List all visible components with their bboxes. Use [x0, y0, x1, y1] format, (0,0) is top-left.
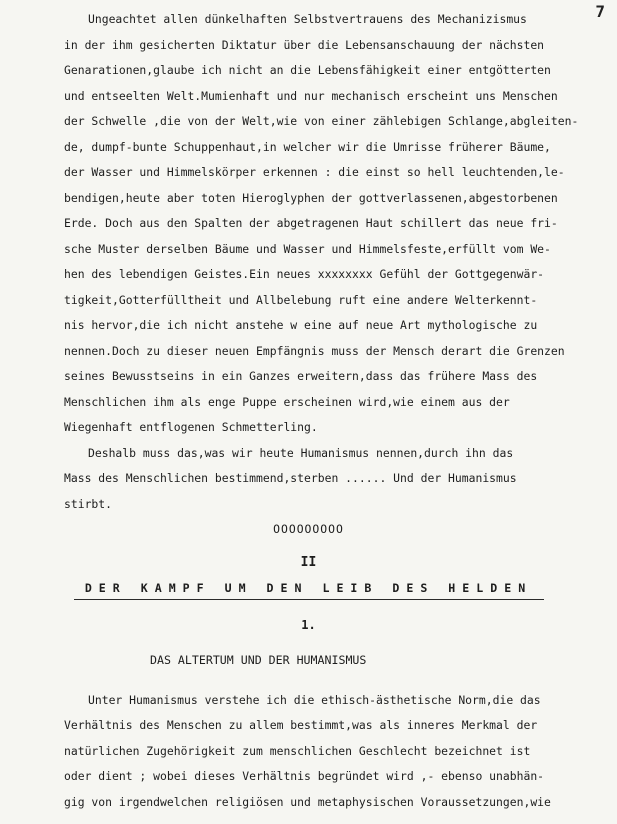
section-ornament: OOOOOOOOO: [273, 522, 344, 536]
title-underline: [74, 599, 544, 600]
text-line: der Wasser und Himmelskörper erkennen : die einst so hell leuchtenden,le-: [64, 165, 565, 179]
text-line: Menschlichen ihm als enge Puppe erscheinen wird,wie einem aus der: [64, 395, 510, 409]
text-line: stirbt.: [64, 497, 113, 511]
text-line: Erde. Doch aus den Spalten der abgetragenen Haut schillert das neue fri-: [64, 216, 558, 230]
text-line: bendigen,heute aber toten Hieroglyphen der gottverlassenen,abgestorbenen: [64, 191, 558, 205]
text-line: Unter Humanismus verstehe ich die ethisch-ästhetische Norm,die das: [88, 693, 541, 707]
text-line: in der ihm gesicherten Diktatur über die Lebensanschauung der nächsten: [64, 38, 545, 52]
text-line: Deshalb muss das,was wir heute Humanismus nennen,durch ihn das: [88, 446, 514, 460]
text-line: seines Bewusstseins in ein Ganzes erweitern,dass das frühere Mass des: [64, 369, 538, 383]
text-line: de, dumpf-bunte Schuppenhaut,in welcher wir die Umrisse früherer Bäume,: [64, 140, 551, 154]
text-line: Mass des Menschlichen bestimmend,sterben ...... Und der Humanismus: [64, 471, 517, 485]
text-line: sche Muster derselben Bäume und Wasser und Himmelsfeste,erfüllt vom We-: [64, 242, 551, 256]
text-line: Verhältnis des Menschen zu allem bestimmt,was als inneres Merkmal der: [64, 718, 538, 732]
text-line: Wiegenhaft entflogenen Schmetterling.: [64, 420, 318, 434]
text-line: der Schwelle ,die von der Welt,wie von einer zählebigen Schlange,abgleiten-: [64, 114, 579, 128]
text-line: tigkeit,Gotterfülltheit und Allbelebung ruft eine andere Welterkennt-: [64, 293, 538, 307]
text-line: oder dient ; wobei dieses Verhältnis begründet wird ,- ebenso unabhän-: [64, 769, 545, 783]
chapter-number: 1.: [301, 618, 316, 632]
text-line: Ungeachtet allen dünkelhaften Selbstvertrauens des Mechanizismus: [88, 12, 527, 26]
text-line: gig von irgendwelchen religiösen und metaphysischen Voraussetzungen,wie: [64, 795, 551, 809]
text-line: hen des lebendigen Geistes.Ein neues xxxxxxxx Gefühl der Gottgegenwär-: [64, 267, 545, 281]
part-title: DER KAMPF UM DEN LEIB DES HELDEN: [84, 581, 533, 595]
text-line: nis hervor,die ich nicht anstehe w eine auf neue Art mythologische zu: [64, 318, 538, 332]
text-line: Genarationen,glaube ich nicht an die Lebensfähigkeit einer entgötterten: [64, 63, 551, 77]
part-numeral: II: [300, 555, 317, 570]
text-line: natürlichen Zugehörigkeit zum menschlichen Geschlecht bezeichnet ist: [64, 744, 531, 758]
page-number: 7: [595, 2, 605, 21]
text-line: und entseelten Welt.Mumienhaft und nur mechanisch erscheint uns Menschen: [64, 89, 558, 103]
chapter-title: DAS ALTERTUM UND DER HUMANISMUS: [150, 653, 367, 667]
text-line: nennen.Doch zu dieser neuen Empfängnis muss der Mensch derart die Grenzen: [64, 344, 565, 358]
